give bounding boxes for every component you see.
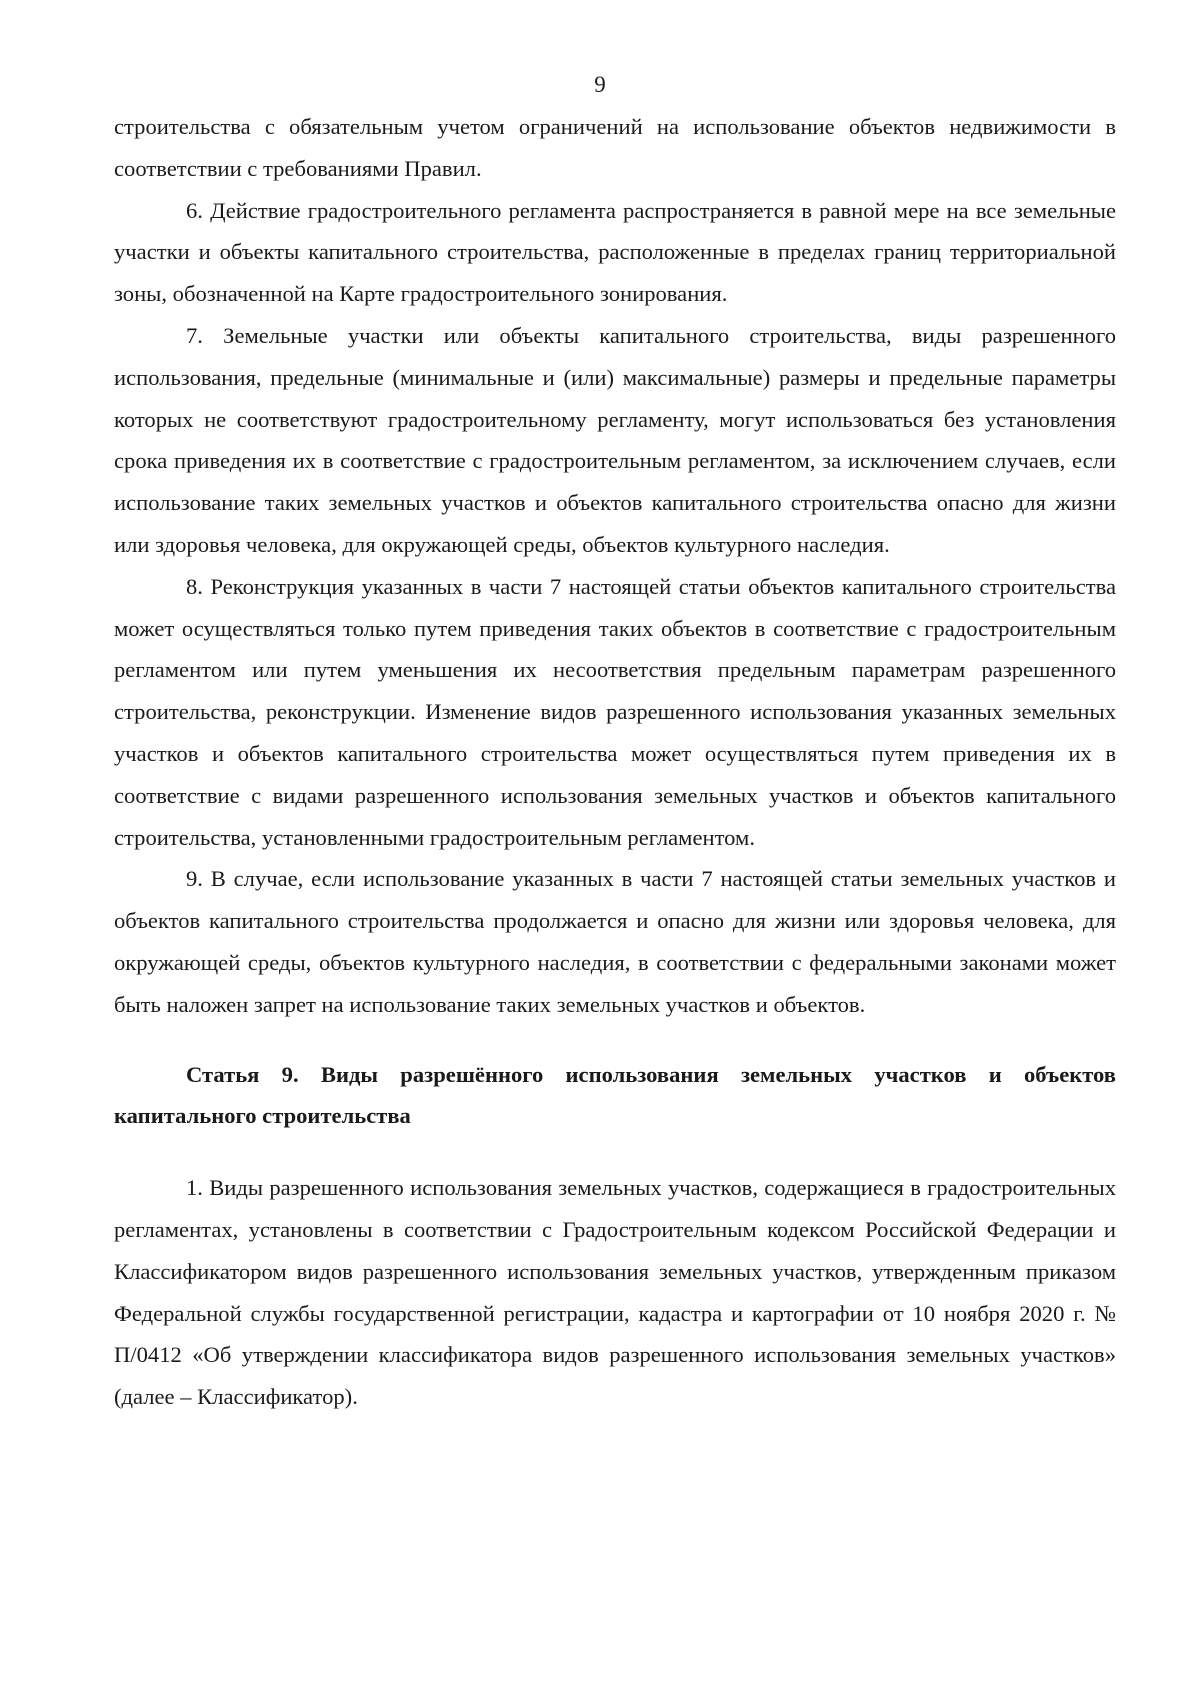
paragraph-7: 7. Земельные участки или объекты капитального строительства, виды разрешенного использования, предельные (минимальные и (или) максимальные) размеры и предельные параметры которых не соответствуют градостроительному регламенту, могут использоваться без установления срока приведения их в соответствие с градостроительным регламентом, за исключением случаев, если использование таких земельных участков и объектов капитального строительства опасно для жизни или здоровья человека, для окружающей среды, объектов культурного наследия. <box>114 322 1116 557</box>
document-body <box>114 106 1116 1418</box>
article-9-paragraph-1: 1. Виды разрешенного использования земельных участков, содержащиеся в градостроительных регламентах, установлены в соответствии с Градостроительным кодексом Российской Федерации и Классификатором видов разрешенного использования земельных участков, утвержденным приказом Федеральной службы государственной регистрации, кадастра и картографии от 10 ноября 2020 г. № П/0412 «Об утверждении классификатора видов разрешенного использования земельных участков» (далее – Классификатор). <box>114 1175 1116 1410</box>
paragraph-9: 9. В случае, если использование указанных в части 7 настоящей статьи земельных участков и объектов капитального строительства продолжается и опасно для жизни или здоровья человека, для окружающей среды, объектов культурного наследия, в соответствии с федеральными законами может быть наложен запрет на использование таких земельных участков и объектов. <box>114 866 1116 1017</box>
page-number: 9 <box>594 72 606 97</box>
paragraph-8: 8. Реконструкция указанных в части 7 настоящей статьи объектов капитального строительства может осуществляться только путем приведения таких объектов в соответствие с градостроительным регламентом или путем уменьшения их несоответствия предельным параметрам разрешенного строительства, реконструкции. Изменение видов разрешенного использования указанных земельных участков и объектов капитального строительства может осуществляться путем приведения их в соответствие с видами разрешенного использования земельных участков и объектов капитального строительства, установленными градостроительным регламентом. <box>114 573 1116 850</box>
paragraph-6: 6. Действие градостроительного регламента распространяется в равной мере на все земельные участки и объекты капитального строительства, расположенные в пределах границ территориальной зоны, обозначенной на Карте градостроительного зонирования. <box>114 197 1116 307</box>
article-9-heading: Статья 9. Виды разрешённого использования земельных участков и объектов капитального строительства <box>114 1061 1116 1129</box>
paragraph-continuation: строительства с обязательным учетом ограничений на использование объектов недвижимости в соответствии с требованиями Правил. <box>114 114 1116 181</box>
